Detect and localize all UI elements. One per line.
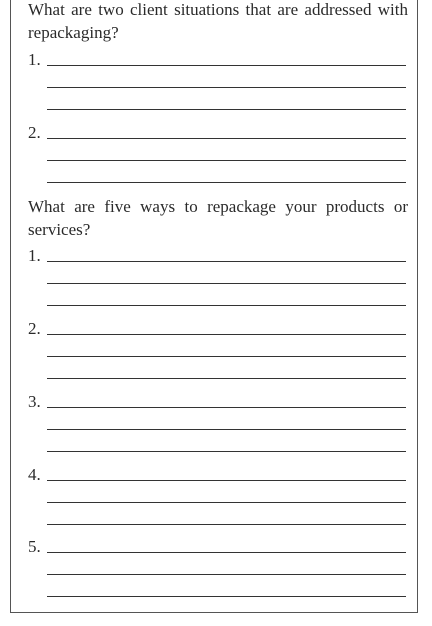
item-number: 4. xyxy=(28,465,41,484)
answer-line[interactable] xyxy=(47,407,406,408)
answer-line[interactable] xyxy=(47,552,406,553)
item-number: 5. xyxy=(28,537,41,556)
item-number: 2. xyxy=(28,319,41,338)
answer-line[interactable] xyxy=(47,305,406,306)
answer-line[interactable] xyxy=(47,138,406,139)
answer-line[interactable] xyxy=(47,480,406,481)
answer-line[interactable] xyxy=(47,261,406,262)
answer-line[interactable] xyxy=(47,87,406,88)
answer-line[interactable] xyxy=(47,378,406,379)
item-number: 3. xyxy=(28,392,41,411)
answer-line[interactable] xyxy=(47,334,406,335)
answer-line[interactable] xyxy=(47,109,406,110)
answer-line[interactable] xyxy=(47,160,406,161)
answer-line[interactable] xyxy=(47,283,406,284)
answer-line[interactable] xyxy=(47,356,406,357)
answer-line[interactable] xyxy=(47,429,406,430)
question-client-situations: What are two client situations that are addressed with repackaging? xyxy=(28,0,408,42)
answer-line[interactable] xyxy=(47,524,406,525)
answer-line[interactable] xyxy=(47,502,406,503)
item-number: 2. xyxy=(28,123,41,142)
worksheet-frame xyxy=(10,0,418,613)
item-number: 1. xyxy=(28,50,41,69)
answer-line[interactable] xyxy=(47,596,406,597)
question-repackage-ways: What are five ways to repackage your products or services? xyxy=(28,197,408,239)
answer-line[interactable] xyxy=(47,182,406,183)
answer-line[interactable] xyxy=(47,451,406,452)
answer-line[interactable] xyxy=(47,65,406,66)
item-number: 1. xyxy=(28,246,41,265)
answer-line[interactable] xyxy=(47,574,406,575)
